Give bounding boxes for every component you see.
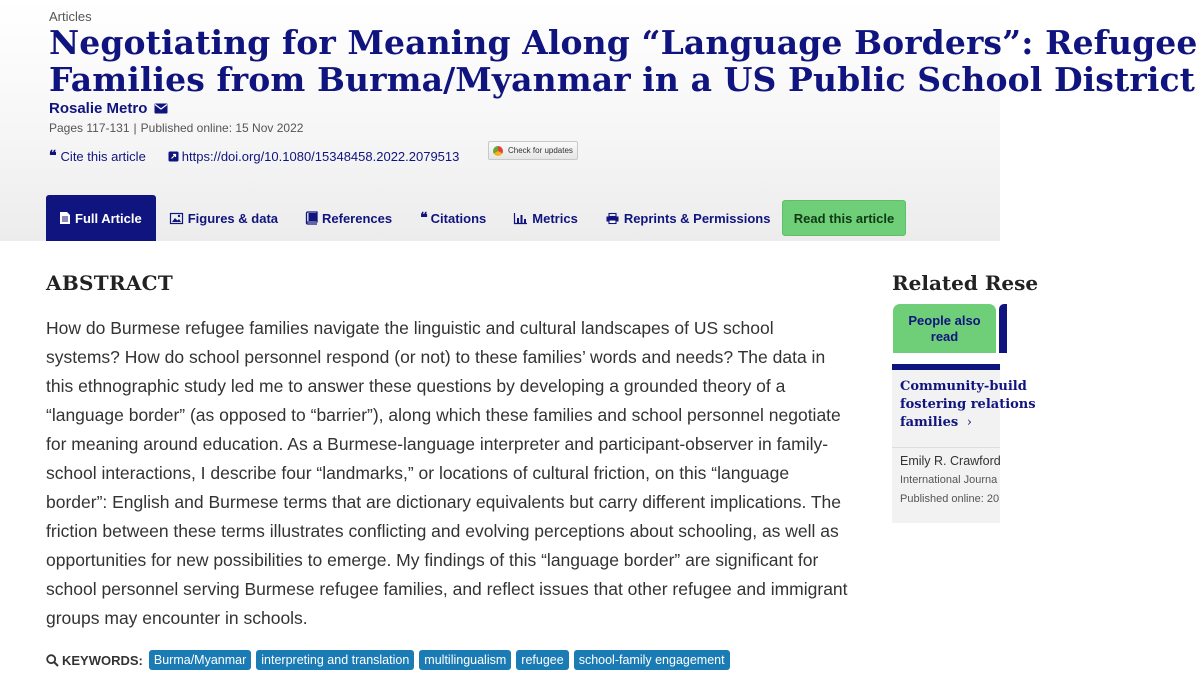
article-title-line-2: Families from Burma/Myanmar in a US Public School District — [49, 60, 1195, 99]
read-article-button[interactable]: Read this article — [782, 200, 906, 236]
tab-label: Figures & data — [187, 210, 278, 226]
bar-chart-icon — [514, 213, 527, 224]
keyword-tag[interactable]: refugee — [516, 650, 568, 670]
keyword-tag[interactable]: multilingualism — [419, 650, 511, 670]
section-label: Articles — [49, 9, 92, 24]
published-date: Published online: 15 Nov 2022 — [140, 121, 304, 135]
document-icon — [60, 212, 70, 224]
cite-article-link[interactable] — [49, 148, 146, 164]
abstract-heading: ABSTRACT — [46, 271, 174, 295]
check-for-updates-button[interactable] — [488, 141, 578, 160]
article-tabs — [46, 195, 784, 241]
tab-label: Metrics — [532, 210, 578, 226]
author-link[interactable]: Rosalie Metro — [49, 100, 148, 117]
related-article-published: Published online: 20 — [900, 493, 1000, 505]
tab-label: Reprints & Permissions — [623, 210, 771, 226]
external-link-icon — [168, 151, 179, 162]
tab-next-related[interactable] — [999, 304, 1007, 353]
tab-figures-data[interactable] — [156, 195, 292, 241]
keywords-label-text: KEYWORDS: — [62, 652, 143, 668]
image-icon — [170, 213, 183, 224]
related-article-title-text: Community-build fostering relations families — [900, 379, 1036, 430]
article-title — [49, 23, 1197, 99]
related-article-journal: International Journa — [900, 474, 998, 486]
quote-icon: ❝ — [49, 148, 57, 164]
author-row — [49, 100, 168, 117]
related-article-author[interactable]: Emily R. Crawford — [900, 454, 1001, 468]
divider — [892, 447, 1000, 448]
tab-label: Full Article — [75, 210, 142, 226]
related-article-title[interactable] — [900, 378, 1040, 432]
tab-label: References — [322, 210, 393, 226]
keyword-tag[interactable]: interpreting and translation — [256, 650, 414, 670]
tab-metrics[interactable] — [500, 195, 592, 241]
printer-icon — [606, 213, 619, 224]
keywords-label — [46, 653, 143, 668]
tab-reprints-permissions[interactable] — [592, 195, 785, 241]
quote-icon: ❝ — [420, 210, 428, 226]
related-research-heading: Related Rese — [892, 271, 1039, 295]
doi-text: https://doi.org/10.1080/15348458.2022.2079513 — [181, 148, 460, 164]
keywords-row — [46, 650, 735, 670]
keyword-tag[interactable]: Burma/Myanmar — [149, 650, 251, 670]
abstract-text: How do Burmese refugee families navigate the linguistic and cultural landscapes of US school systems? How do school personnel respond (or not) to these families’ words and needs? The data in this ethnographic study led me to answer these questions by developing a grounded theory of a “language border” (as opposed to “barrier”), along which these families and school personnel negotiate for meaning around education. As a Burmese-language interpreter and participant-observer in family-school interactions, I describe four “landmarks,” or locations of cultural friction, on this “language border”: English and Burmese terms that are dictionary equivalents but carry different implications. The friction between these terms illustrates conflicting and evolving perceptions about schooling, as well as opportunities for new possibilities to emerge. My findings of this “language border” are significant for school personnel serving Burmese refugee families, and reflect issues that other refugee and immigrant groups may encounter in schools. — [46, 318, 848, 628]
book-icon — [306, 212, 317, 224]
tab-people-also-read[interactable]: People also read — [893, 304, 996, 353]
page-range: Pages 117-131 — [49, 121, 130, 135]
meta-separator: | — [133, 121, 137, 135]
related-article-card — [892, 370, 1036, 523]
keyword-tag[interactable]: school-family engagement — [574, 650, 730, 670]
chevron-right-icon: › — [966, 415, 972, 430]
tab-references[interactable] — [292, 195, 406, 241]
tab-citations[interactable] — [406, 195, 500, 241]
tab-full-article[interactable] — [46, 195, 156, 241]
envelope-icon[interactable] — [154, 103, 168, 114]
article-meta — [49, 121, 303, 135]
cite-label: Cite this article — [60, 148, 146, 164]
doi-link[interactable] — [168, 149, 460, 164]
article-links — [49, 148, 459, 164]
search-icon — [46, 654, 59, 667]
check-updates-label: Check for updates — [508, 146, 573, 155]
article-title-line-1: Negotiating for Meaning Along “Language Borders”: Refugee — [49, 23, 1197, 62]
related-research-panel — [892, 300, 1036, 525]
tab-label: Citations — [430, 210, 487, 226]
crossmark-icon — [493, 146, 503, 156]
